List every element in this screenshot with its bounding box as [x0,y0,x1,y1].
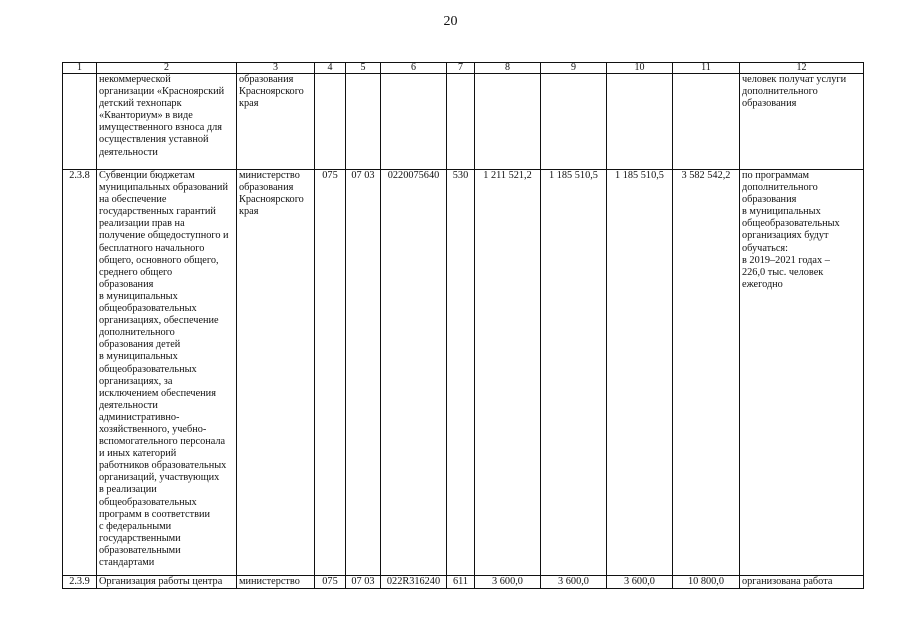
cell-text-line: среднего общего [99,266,173,278]
amount-2019-cell [475,74,541,170]
cell-text-line: на обеспечение [99,194,167,206]
cell-text-line: реализации прав на [99,218,185,230]
cell-text-line: государственных гарантий [99,206,216,218]
target-article-cell: 0220075640 [381,170,447,576]
result-cell [740,576,864,589]
item-number-cell: 2.3.8 [63,170,97,576]
cell-text-line: деятельности [99,399,158,411]
ministry-code-cell [315,74,346,170]
column-number: 3 [237,63,315,74]
cell-text-line: исключением обеспечения [99,387,216,399]
cell-text-line: человек получат услуги [742,74,847,85]
cell-text-line: образования [742,98,797,110]
cell-text-line: общеобразовательных [99,496,197,508]
cell-text-line: министерство [239,576,300,587]
cell-text-line: дополнительного [99,327,175,339]
amount-2020-cell: 3 600,0 [541,576,607,589]
cell-text-line: общеобразовательных [99,363,197,375]
cell-text-line: деятельности [99,146,158,158]
cell-text-line: по программам [742,170,810,181]
amount-2019-cell: 3 600,0 [475,576,541,589]
cell-text-line: работников образовательных [99,460,227,472]
expense-type-cell: 611 [447,576,475,589]
cell-text-line: государственными [99,532,181,544]
cell-text-line: «Кванториум» в виде [99,110,193,122]
cell-text-line: края [239,206,259,218]
cell-text-line: Красноярского [239,86,304,98]
table-row [63,576,864,589]
cell-text-line: и иных категорий [99,448,177,460]
cell-text-line: дополнительного [742,182,818,194]
amount-2021-cell: 1 185 510,5 [607,170,673,576]
amount-2020-cell: 1 185 510,5 [541,170,607,576]
column-number: 4 [315,63,346,74]
cell-text-line: в муниципальных [742,206,821,218]
column-number: 10 [607,63,673,74]
cell-text-line: образования [99,278,154,290]
cell-text-line: в муниципальных [99,351,178,363]
result-cell [740,74,864,170]
cell-text-line: организациях будут [742,230,829,242]
column-number: 8 [475,63,541,74]
section-code-cell: 07 03 [346,576,381,589]
cell-text-line: программ в соответствии [99,508,210,520]
column-number: 6 [381,63,447,74]
cell-text-line: Субвенции бюджетам [99,170,195,181]
amount-2021-cell: 3 600,0 [607,576,673,589]
budget-table [62,62,864,589]
cell-text-line: 226,0 тыс. человек [742,266,824,278]
cell-text-line: общего, основного общего, [99,254,219,266]
expense-type-cell: 530 [447,170,475,576]
cell-text-line: организована работа [742,576,833,587]
cell-text-line: Красноярского [239,194,304,206]
section-code-cell: 07 03 [346,170,381,576]
responsible-cell [237,576,315,589]
ministry-code-cell: 075 [315,170,346,576]
cell-text-line: с федеральными [99,520,172,532]
responsible-cell [237,74,315,170]
target-article-cell [381,74,447,170]
cell-text-line: бесплатного начального [99,242,205,254]
cell-text-line: осуществления уставной [99,134,209,146]
item-name-cell [97,170,237,576]
responsible-cell [237,170,315,576]
cell-text-line: организации «Красноярский [99,86,225,98]
column-number: 11 [673,63,740,74]
column-number: 7 [447,63,475,74]
column-number: 12 [740,63,864,74]
cell-text-line: дополнительного [742,86,818,98]
amount-2019-cell: 1 211 521,2 [475,170,541,576]
cell-text-line: Организация работы центра [99,576,223,587]
amount-2020-cell [541,74,607,170]
cell-text-line: получение общедоступного и [99,230,229,242]
cell-text-line: края [239,98,259,110]
cell-text-line: в муниципальных [99,290,178,302]
table-row [63,74,864,170]
cell-text-line: общеобразовательных [742,218,840,230]
page-number: 20 [443,14,458,29]
result-cell [740,170,864,576]
target-article-cell: 022R316240 [381,576,447,589]
column-number: 9 [541,63,607,74]
cell-text-line: министерство [239,170,300,181]
cell-text-line: административно- [99,411,180,423]
cell-text-line: образования [239,74,294,85]
cell-text-line: организаций, участвующих [99,472,220,484]
table-row [63,170,864,576]
cell-text-line: общеобразовательных [99,303,197,315]
amount-total-cell [673,74,740,170]
cell-text-line: образования [742,194,797,206]
amount-2021-cell [607,74,673,170]
cell-text-line: вспомогательного персонала [99,436,226,448]
column-number-row [63,63,864,74]
column-number: 1 [63,63,97,74]
column-number: 5 [346,63,381,74]
cell-text-line: обучаться: [742,242,788,254]
cell-text-line: образования [239,182,294,194]
item-name-cell [97,576,237,589]
cell-text-line: образования детей [99,339,181,351]
ministry-code-cell: 075 [315,576,346,589]
column-number: 2 [97,63,237,74]
cell-text-line: в реализации [99,484,157,496]
cell-text-line: некоммерческой [99,74,171,85]
section-code-cell [346,74,381,170]
amount-total-cell: 3 582 542,2 [673,170,740,576]
item-number-cell [63,74,97,170]
cell-text-line: в 2019–2021 годах – [742,254,830,266]
cell-text-line: ежегодно [742,278,783,290]
cell-text-line: детский технопарк [99,98,182,110]
item-number-cell: 2.3.9 [63,576,97,589]
cell-text-line: организациях, за [99,375,173,387]
cell-text-line: стандартами [99,557,155,568]
cell-text-line: организациях, обеспечение [99,315,219,327]
cell-text-line: образовательными [99,544,181,556]
amount-total-cell: 10 800,0 [673,576,740,589]
cell-text-line: имущественного взноса для [99,122,223,134]
item-name-cell [97,74,237,170]
cell-text-line: хозяйственного, учебно- [99,423,207,435]
cell-text-line: муниципальных образований [99,182,228,194]
expense-type-cell [447,74,475,170]
